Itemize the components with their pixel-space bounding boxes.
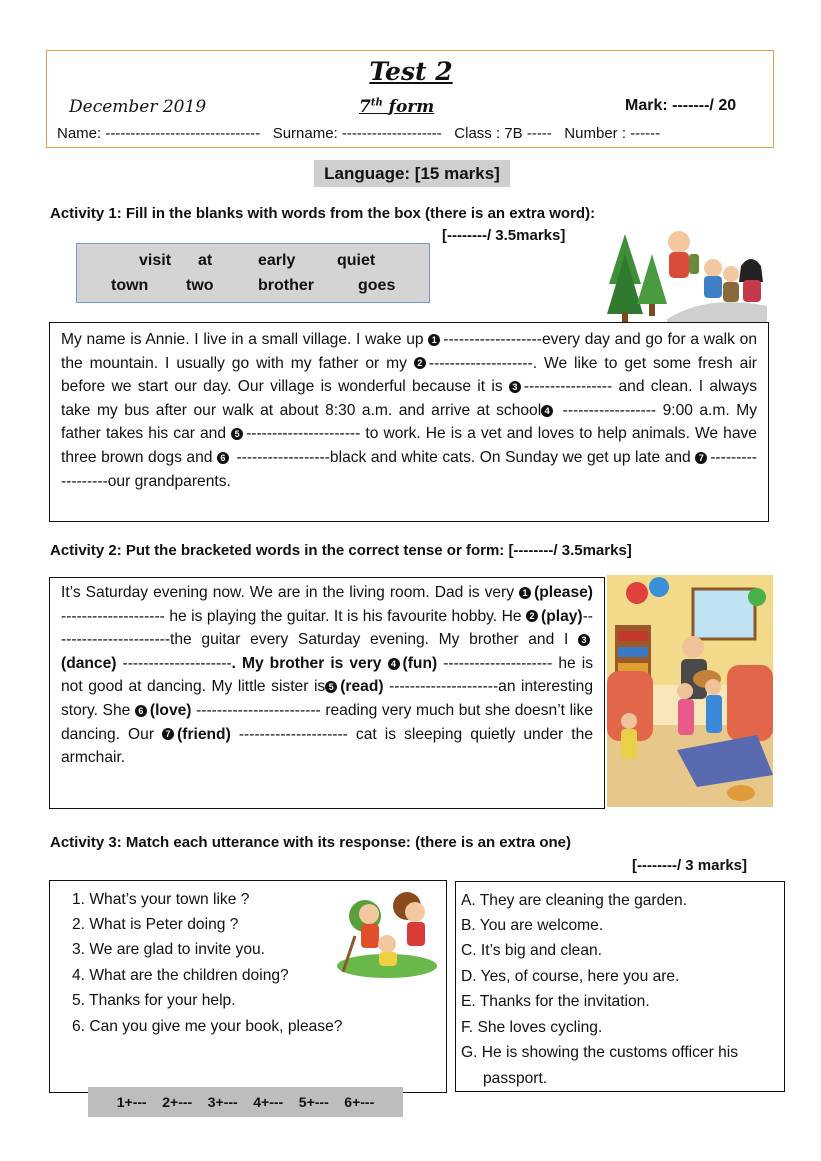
text-fragment: --------------------. We like to get some fresh air before we start our day. Our village is wonderful because it is bbox=[61, 354, 757, 396]
word-item: two bbox=[186, 277, 214, 294]
form-word: form bbox=[388, 97, 435, 117]
activity2-instruction: Activity 2: Put the bracketed words in the correct tense or form: [--------/ 3.5marks] bbox=[50, 542, 632, 559]
response-item: D. Yes, of course, here you are. bbox=[461, 968, 680, 985]
response-item: F. She loves cycling. bbox=[461, 1019, 603, 1036]
utterance-item: 5. Thanks for your help. bbox=[72, 992, 236, 1009]
bracketed-word: (friend) bbox=[177, 725, 231, 743]
text-fragment: . My brother is very bbox=[231, 654, 388, 672]
utterance-item: 1. What’s your town like ? bbox=[72, 891, 250, 908]
text-fragment: ------------------------ reading very much but she doesn’t like dancing. Our bbox=[61, 701, 593, 743]
activity1-instruction: Activity 1: Fill in the blanks with words from the box (there is an extra word): bbox=[50, 205, 596, 222]
living-room-illustration bbox=[607, 575, 773, 807]
form-label bbox=[359, 97, 434, 117]
word-box bbox=[76, 243, 430, 303]
response-item: C. It’s big and clean. bbox=[461, 942, 603, 959]
bullet-number-icon: 6 bbox=[217, 452, 229, 464]
bullet-number-icon: 3 bbox=[509, 381, 521, 393]
text-fragment: ------------------our grandparents. bbox=[61, 448, 757, 490]
student-id-line: Name: ------------------------------- Surname: -------------------- Class : 7B ----- Number : ------ bbox=[57, 125, 661, 142]
activity2-text-box bbox=[49, 577, 605, 809]
text-fragment: ---------------------an interesting story. She bbox=[61, 678, 593, 719]
hikers-illustration bbox=[607, 224, 767, 322]
bullet-number-icon: 5 bbox=[325, 681, 337, 693]
text-fragment: ---------------------- to work. He is a vet and loves to help animals. We have three brown dogs and bbox=[61, 425, 757, 466]
text-fragment: ------------------black and white cats. On Sunday we get up late and bbox=[231, 448, 696, 466]
word-item: quiet bbox=[337, 252, 376, 269]
bullet-number-icon: 2 bbox=[526, 610, 538, 622]
bullet-number-icon: 7 bbox=[695, 452, 707, 464]
children-gardening-illustration bbox=[335, 886, 439, 978]
test-title: Test 2 bbox=[369, 57, 453, 86]
header-box bbox=[46, 50, 774, 148]
utterance-item: 4. What are the children doing? bbox=[72, 967, 289, 984]
response-item: A. They are cleaning the garden. bbox=[461, 892, 687, 909]
language-heading: Language: [15 marks] bbox=[314, 160, 510, 187]
word-item: at bbox=[198, 252, 213, 269]
bracketed-word: (read) bbox=[340, 678, 384, 696]
bullet-number-icon: 2 bbox=[414, 357, 426, 369]
activity1-marks: [--------/ 3.5marks] bbox=[442, 227, 566, 244]
form-suffix: th bbox=[370, 97, 383, 109]
word-item: goes bbox=[358, 277, 396, 294]
utterance-item: 2. What is Peter doing ? bbox=[72, 916, 239, 933]
text-fragment: -------------------- he is playing the guitar. It is his favourite hobby. He bbox=[61, 607, 527, 625]
answer-key-row: 1+--- 2+--- 3+--- 4+--- 5+--- 6+--- bbox=[88, 1087, 403, 1117]
response-item-continuation: passport. bbox=[483, 1070, 548, 1087]
test-date: December 2019 bbox=[69, 97, 207, 117]
bracketed-word: (love) bbox=[149, 701, 192, 719]
mark-field: Mark: -------/ 20 bbox=[625, 97, 737, 114]
bullet-number-icon: 4 bbox=[388, 658, 400, 670]
response-item: B. You are welcome. bbox=[461, 917, 604, 934]
bracketed-word: (please) bbox=[534, 584, 593, 601]
bullet-number-icon: 6 bbox=[135, 705, 147, 717]
text-fragment: --------------------- he is not good at dancing. My little sister is bbox=[61, 654, 593, 696]
text-fragment: --------------------- bbox=[116, 654, 232, 672]
text-fragment: -----------------------the guitar every Saturday evening. My brother and I bbox=[61, 607, 593, 649]
word-item: town bbox=[111, 277, 149, 294]
word-item: visit bbox=[139, 252, 172, 269]
response-item: G. He is showing the customs officer his bbox=[461, 1044, 739, 1061]
bullet-number-icon: 5 bbox=[231, 428, 243, 440]
bracketed-word: (fun) bbox=[402, 654, 438, 672]
utterance-item: 3. We are glad to invite you. bbox=[72, 941, 266, 958]
utterance-item: 6. Can you give me your book, please? bbox=[72, 1018, 343, 1035]
response-item: E. Thanks for the invitation. bbox=[461, 993, 650, 1010]
text-fragment: -------------------every day and go for a walk on the mountain. I usually go with my father or my bbox=[61, 331, 758, 372]
bullet-number-icon: 1 bbox=[519, 587, 531, 599]
text-fragment: My name is Annie. I live in a small village. I wake up bbox=[61, 331, 429, 348]
activity1-text-box bbox=[49, 322, 769, 522]
bullet-number-icon: 1 bbox=[428, 334, 440, 346]
activity3-instruction: Activity 3: Match each utterance with its response: (there is an extra one) bbox=[50, 834, 571, 851]
form-number: 7 bbox=[359, 97, 371, 117]
text-fragment: It’s Saturday evening now. We are in the living room. Dad is very bbox=[61, 584, 520, 601]
word-item: brother bbox=[258, 277, 314, 294]
text-fragment: --------------------- cat is sleeping quietly under the armchair. bbox=[61, 725, 593, 767]
bracketed-word: (play) bbox=[541, 607, 583, 625]
bracketed-word: (dance) bbox=[61, 654, 117, 672]
utterances-box bbox=[49, 880, 447, 1093]
word-item: early bbox=[258, 252, 296, 269]
text-fragment: ------------------ 9:00 a.m. My father takes his car and bbox=[61, 401, 757, 443]
bullet-number-icon: 3 bbox=[578, 634, 590, 646]
text-fragment: ----------------- and clean. I always take my bus after our walk at about 8:30 a.m. and arrive at school bbox=[61, 378, 757, 419]
responses-box bbox=[455, 881, 785, 1092]
bullet-number-icon: 4 bbox=[541, 405, 553, 417]
activity3-marks: [--------/ 3 marks] bbox=[632, 857, 747, 874]
bullet-number-icon: 7 bbox=[162, 728, 174, 740]
